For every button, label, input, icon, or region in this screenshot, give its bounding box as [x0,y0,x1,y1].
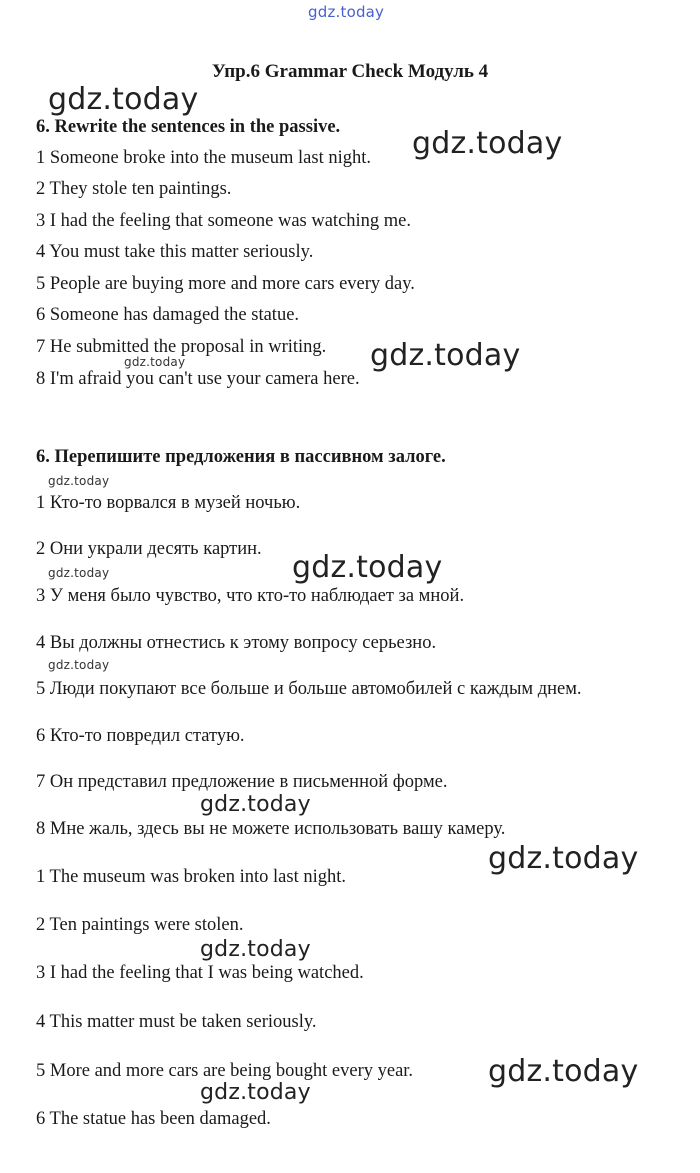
watermark: gdz.today [412,126,563,161]
russian-sentence: 5 Люди покупают все больше и больше автомобилей с каждым днем. [36,679,582,699]
watermark: gdz.today [488,841,639,876]
answer-line: 4 This matter must be taken seriously. [36,1012,317,1032]
watermark: gdz.today [48,82,199,117]
english-sentence: 4 You must take this matter seriously. [36,242,314,262]
watermark-top: gdz.today [308,3,385,21]
english-sentence: 3 I had the feeling that someone was watching me. [36,211,412,231]
watermark-small: gdz.today [124,355,186,369]
russian-sentence: 2 Они украли десять картин. [36,539,262,559]
answer-line: 3 I had the feeling that I was being watched. [36,963,364,983]
russian-task-heading: 6. Перепишите предложения в пассивном залоге. [36,447,446,467]
english-sentence: 1 Someone broke into the museum last night. [36,148,372,168]
answer-line: 6 The statue has been damaged. [36,1109,271,1129]
russian-sentence: 7 Он представил предложение в письменной форме. [36,772,448,792]
answer-line: 1 The museum was broken into last night. [36,867,347,887]
watermark-small: gdz.today [48,566,110,580]
watermark: gdz.today [488,1054,639,1089]
english-sentence: 5 People are buying more and more cars every day. [36,274,415,294]
english-task-heading: 6. Rewrite the sentences in the passive. [36,117,341,137]
russian-sentence: 6 Кто-то повредил статую. [36,726,245,746]
watermark-small: gdz.today [48,658,110,672]
watermark: gdz.today [200,937,311,962]
english-sentence: 2 They stole ten paintings. [36,179,232,199]
watermark: gdz.today [200,792,311,817]
watermark: gdz.today [200,1080,311,1105]
watermark: gdz.today [370,338,521,373]
answer-line: 5 More and more cars are being bought every year. [36,1061,414,1081]
english-sentence: 8 I'm afraid you can't use your camera here. [36,369,360,389]
russian-sentence: 4 Вы должны отнестись к этому вопросу серьезно. [36,633,437,653]
russian-sentence: 1 Кто-то ворвался в музей ночью. [36,493,301,513]
watermark-small: gdz.today [48,474,110,488]
english-sentence: 6 Someone has damaged the statue. [36,305,300,325]
english-sentence: 7 He submitted the proposal in writing. [36,337,327,357]
russian-sentence: 8 Мне жаль, здесь вы не можете использовать вашу камеру. [36,819,506,839]
watermark: gdz.today [292,550,443,585]
answer-line: 2 Ten paintings were stolen. [36,915,244,935]
page-title: Упр.6 Grammar Check Модуль 4 [211,61,489,82]
russian-sentence: 3 У меня было чувство, что кто-то наблюдает за мной. [36,586,465,606]
